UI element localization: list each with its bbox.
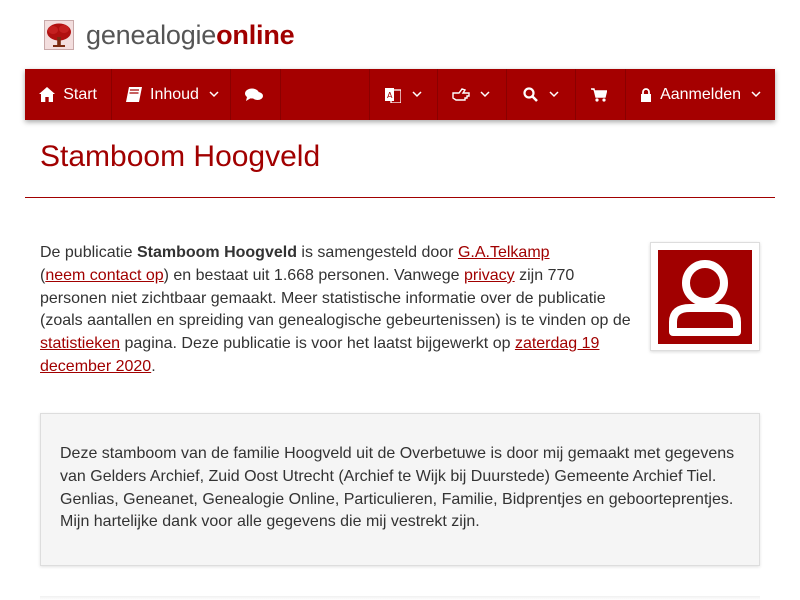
intro-text: . xyxy=(151,357,156,375)
contact-link[interactable]: neem contact op xyxy=(45,266,164,284)
nav-inhoud[interactable] xyxy=(112,69,231,120)
nav-forum[interactable] xyxy=(231,69,281,120)
nav-start-label: Start xyxy=(63,85,97,103)
privacy-link[interactable]: privacy xyxy=(463,266,515,284)
search-icon xyxy=(521,86,539,104)
nav-cart[interactable] xyxy=(576,69,626,120)
brand-name xyxy=(86,19,295,50)
author-avatar[interactable] xyxy=(650,242,760,351)
intro-text: De publicatie xyxy=(40,244,137,261)
publication-name: Stamboom Hoogveld xyxy=(136,244,297,261)
brand-name-bold: online xyxy=(216,19,295,50)
user-avatar-icon xyxy=(658,250,752,344)
cart-icon xyxy=(590,86,608,104)
nav-start[interactable] xyxy=(25,69,112,120)
avatar-background xyxy=(658,250,752,344)
book-icon xyxy=(126,86,142,104)
chevron-down-icon xyxy=(751,91,761,98)
nav-aanmelden[interactable] xyxy=(626,69,775,120)
nav-actions[interactable] xyxy=(438,69,507,120)
nav-aanmelden-label: Aanmelden xyxy=(660,85,742,103)
lock-icon xyxy=(640,86,652,104)
publication-intro xyxy=(40,242,640,379)
nav-inhoud-label: Inhoud xyxy=(150,85,199,103)
statistics-link[interactable]: statistieken xyxy=(40,335,121,353)
intro-text: ) en bestaat uit 1.668 personen. Vanwege xyxy=(163,266,464,284)
publication-description: Deze stamboom van de familie Hoogveld uit de Overbetuwe is door mij gemaakt met gegevens van Gelders Archief, Zuid Oost Utrecht (Archief te Wijk bij Duurstede) Gemeente Archief Tiel. Genlias, Geneanet, Genealogie Online, Particulieren, Familie, Bidprentjes en geboorteprentjes. Mijn hartelijke dank voor alle gegevens die mij vestrekt zijn. xyxy=(40,413,760,566)
intro-text: zijn 770 personen niet zichtbaar gemaakt. Meer statistische informatie over de publicatie (zoals aantallen en spreiding van genealogische gebeurtenissen) is te vinden op de xyxy=(40,266,631,330)
title-divider xyxy=(25,197,775,198)
nav-language[interactable] xyxy=(370,69,439,120)
svg-text:A: A xyxy=(386,90,393,100)
author-link[interactable]: G.A.Telkamp xyxy=(457,244,550,261)
page-title: Stamboom Hoogveld xyxy=(40,140,321,173)
intro-text: is samengesteld door xyxy=(296,244,458,261)
comments-icon xyxy=(245,86,263,104)
main-navbar xyxy=(25,69,775,120)
site-brand[interactable] xyxy=(44,18,294,52)
language-icon xyxy=(384,86,402,104)
brand-name-light: genealogie xyxy=(86,19,217,50)
chevron-down-icon xyxy=(412,91,422,98)
chevron-down-icon xyxy=(480,91,490,98)
nav-spacer xyxy=(281,69,370,120)
next-section-edge xyxy=(40,596,760,600)
tree-logo-icon xyxy=(44,20,74,50)
nav-search[interactable] xyxy=(507,69,576,120)
intro-text: pagina. Deze publicatie is voor het laatst bijgewerkt op xyxy=(120,335,515,353)
chevron-down-icon xyxy=(209,91,219,98)
intro-text: ( xyxy=(40,266,46,284)
last-updated-link[interactable]: zaterdag 19 december 2020 xyxy=(40,335,600,375)
hand-pointer-icon xyxy=(452,86,470,104)
chevron-down-icon xyxy=(549,91,559,98)
home-icon xyxy=(39,86,55,104)
